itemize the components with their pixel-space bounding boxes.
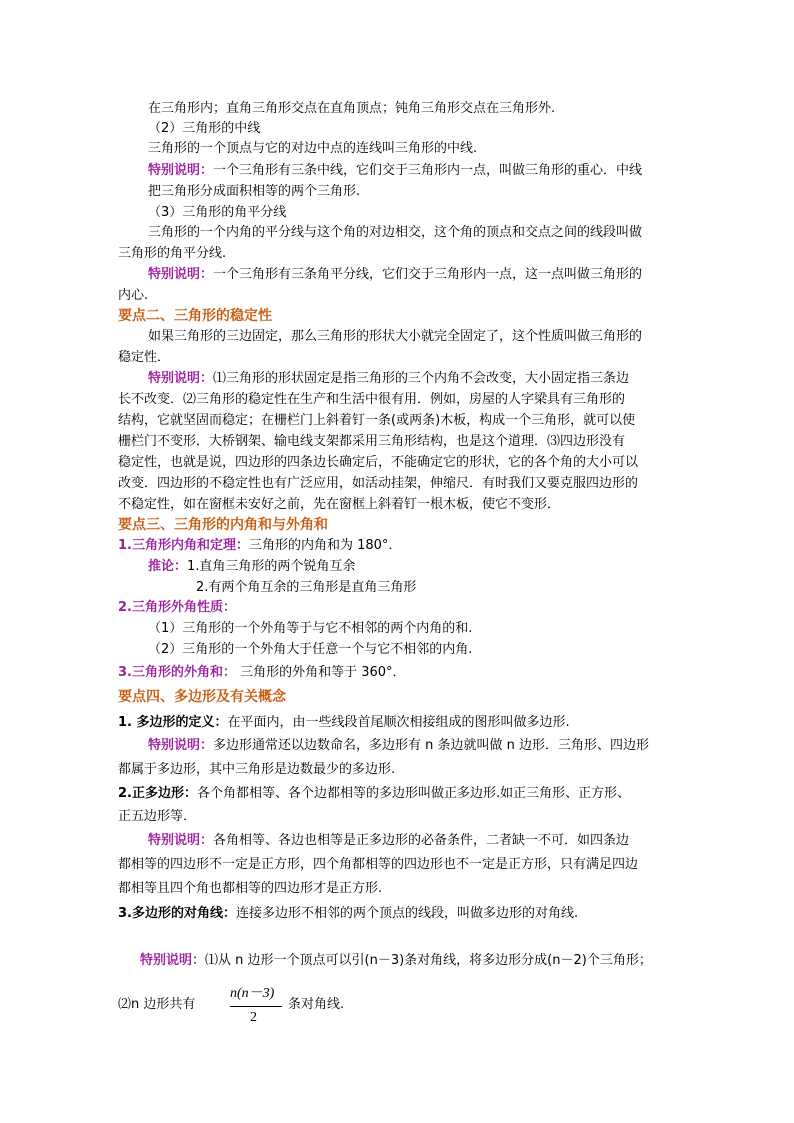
text-line: 1. 多边形的定义：在平面内，由一些线段首尾顺次相接组成的图形叫做多边形. [118,715,570,730]
text-line: 把三角形分成面积相等的两个三角形. [148,184,361,199]
text-line: 特别说明：⑴从 n 边形一个顶点可以引(n－3)条对角线，将多边形分成(n－2)个三角形； [140,953,652,968]
subheading: （2）三角形的中线 [148,121,261,136]
item-label: 3.三角形的外角和： [118,665,236,680]
text-line: 特别说明：一个三角形有三条角平分线，它们交于三角形内一点，这一点叫做三角形的 [148,267,643,282]
text-line: 结构，它就坚固而稳定；在栅栏门上斜着钉一条(或两条)木板，构成一个三角形，就可以使 [118,413,636,428]
text-line: 栅栏门不变形．大桥钢架、输电线支架都采用三角形结构，也是这个道理．⑶四边形没有 [118,434,626,449]
item-label: 2.三角形外角性质： [118,600,236,615]
section-heading: 要点二、三角形的稳定性 [118,308,272,324]
text-line: 三角形的一个顶点与它的对边中点的连线叫三角形的中线. [148,141,478,156]
text-line: （1）三角形的一个外角等于与它不相邻的两个内角的和. [148,621,473,636]
text-line: 都属于多边形，其中三角形是边数最少的多边形. [118,762,396,777]
fraction-numerator: n(n－3) [230,986,275,1001]
text-line: 在三角形内；直角三角形交点在直角顶点；钝角三角形交点在三角形外. [148,101,556,116]
fraction-bar [230,1006,282,1007]
item-label: 2.正多边形： [118,786,197,801]
text-line: ⑵n 边形共有 [118,997,196,1012]
text-line: 不稳定性，如在窗框未安好之前，先在窗框上斜着钉一根木板，使它不变形． [118,497,561,512]
text-line: 1.三角形内角和定理：三角形的内角和为 180°． [118,538,402,553]
special-note-label: 特别说明： [148,833,214,848]
text-line: 都相等且四个角也都相等的四边形才是正方形. [118,881,383,896]
text-line: 3.多边形的对角线：连接多边形不相邻的两个顶点的线段，叫做多边形的对角线. [118,906,579,921]
text-line: 稳定性，也就是说，四边形的四条边长确定后，不能确定它的形状，它的各个角的大小可以 [118,455,639,470]
text-line: 改变．四边形的不稳定性也有广泛应用，如活动挂架，伸缩尺．有时我们又要克服四边形的 [118,476,639,491]
special-note-label: 特别说明： [148,267,214,282]
text-line: 特别说明：一个三角形有三条中线，它们交于三角形内一点，叫做三角形的重心．中线 [148,163,643,178]
item-label: 推论： [148,559,188,574]
text-line: 如果三角形的三边固定，那么三角形的形状大小就完全固定了，这个性质叫做三角形的 [148,329,643,344]
text-line: 2.有两个角互余的三角形是直角三角形 [196,580,417,595]
subheading: （3）三角形的角平分线 [148,205,287,220]
item-label: 3.多边形的对角线： [118,906,236,921]
text-line: 长不改变．⑵三角形的稳定性在生产和生活中很有用．例如，房屋的人字梁具有三角形的 [118,392,626,407]
text-line: 都相等的四边形不一定是正方形，四个角都相等的四边形也不一定是正方形，只有满足四边 [118,857,639,872]
special-note-label: 特别说明： [140,953,206,968]
text-line: 条对角线. [288,997,345,1012]
text-line: 推论：1.直角三角形的两个锐角互余 [148,559,356,574]
text-line: 特别说明：各角相等、各边也相等是正多边形的必备条件，二者缺一不可．如四条边 [148,833,630,848]
text-line: 特别说明：⑴三角形的形状固定是指三角形的三个内角不会改变，大小固定指三条边 [148,371,630,386]
text-line: 内心. [118,288,149,303]
section-heading: 要点三、三角形的内角和与外角和 [118,517,328,533]
section-heading: 要点四、多边形及有关概念 [118,689,286,705]
fraction-formula [230,982,286,1030]
special-note-label: 特别说明： [148,738,214,753]
item-label: 1. 多边形的定义： [118,715,228,730]
text-line: 3.三角形的外角和： 三角形的外角和等于 360°． [118,665,406,680]
text-line: 稳定性． [118,350,171,365]
text-line: 2.正多边形：各个角都相等、各个边都相等的多边形叫做正多边形.如正三角形、正方形、 [118,786,631,801]
text-line: 三角形的一个内角的平分线与这个角的对边相交，这个角的顶点和交点之间的线段叫做 [148,225,643,240]
special-note-label: 特别说明： [148,371,214,386]
text-line: （2）三角形的一个外角大于任意一个与它不相邻的内角. [148,642,473,657]
fraction-denominator: 2 [250,1010,257,1025]
item-label: 1.三角形内角和定理： [118,538,249,553]
text-line: 正五边形等． [118,809,197,824]
special-note-label: 特别说明： [148,163,214,178]
text-line: 三角形的角平分线. [118,246,227,261]
text-line: 特别说明：多边形通常还以边数命名，多边形有 n 条边就叫做 n 边形．三角形、四边形 [148,738,650,753]
